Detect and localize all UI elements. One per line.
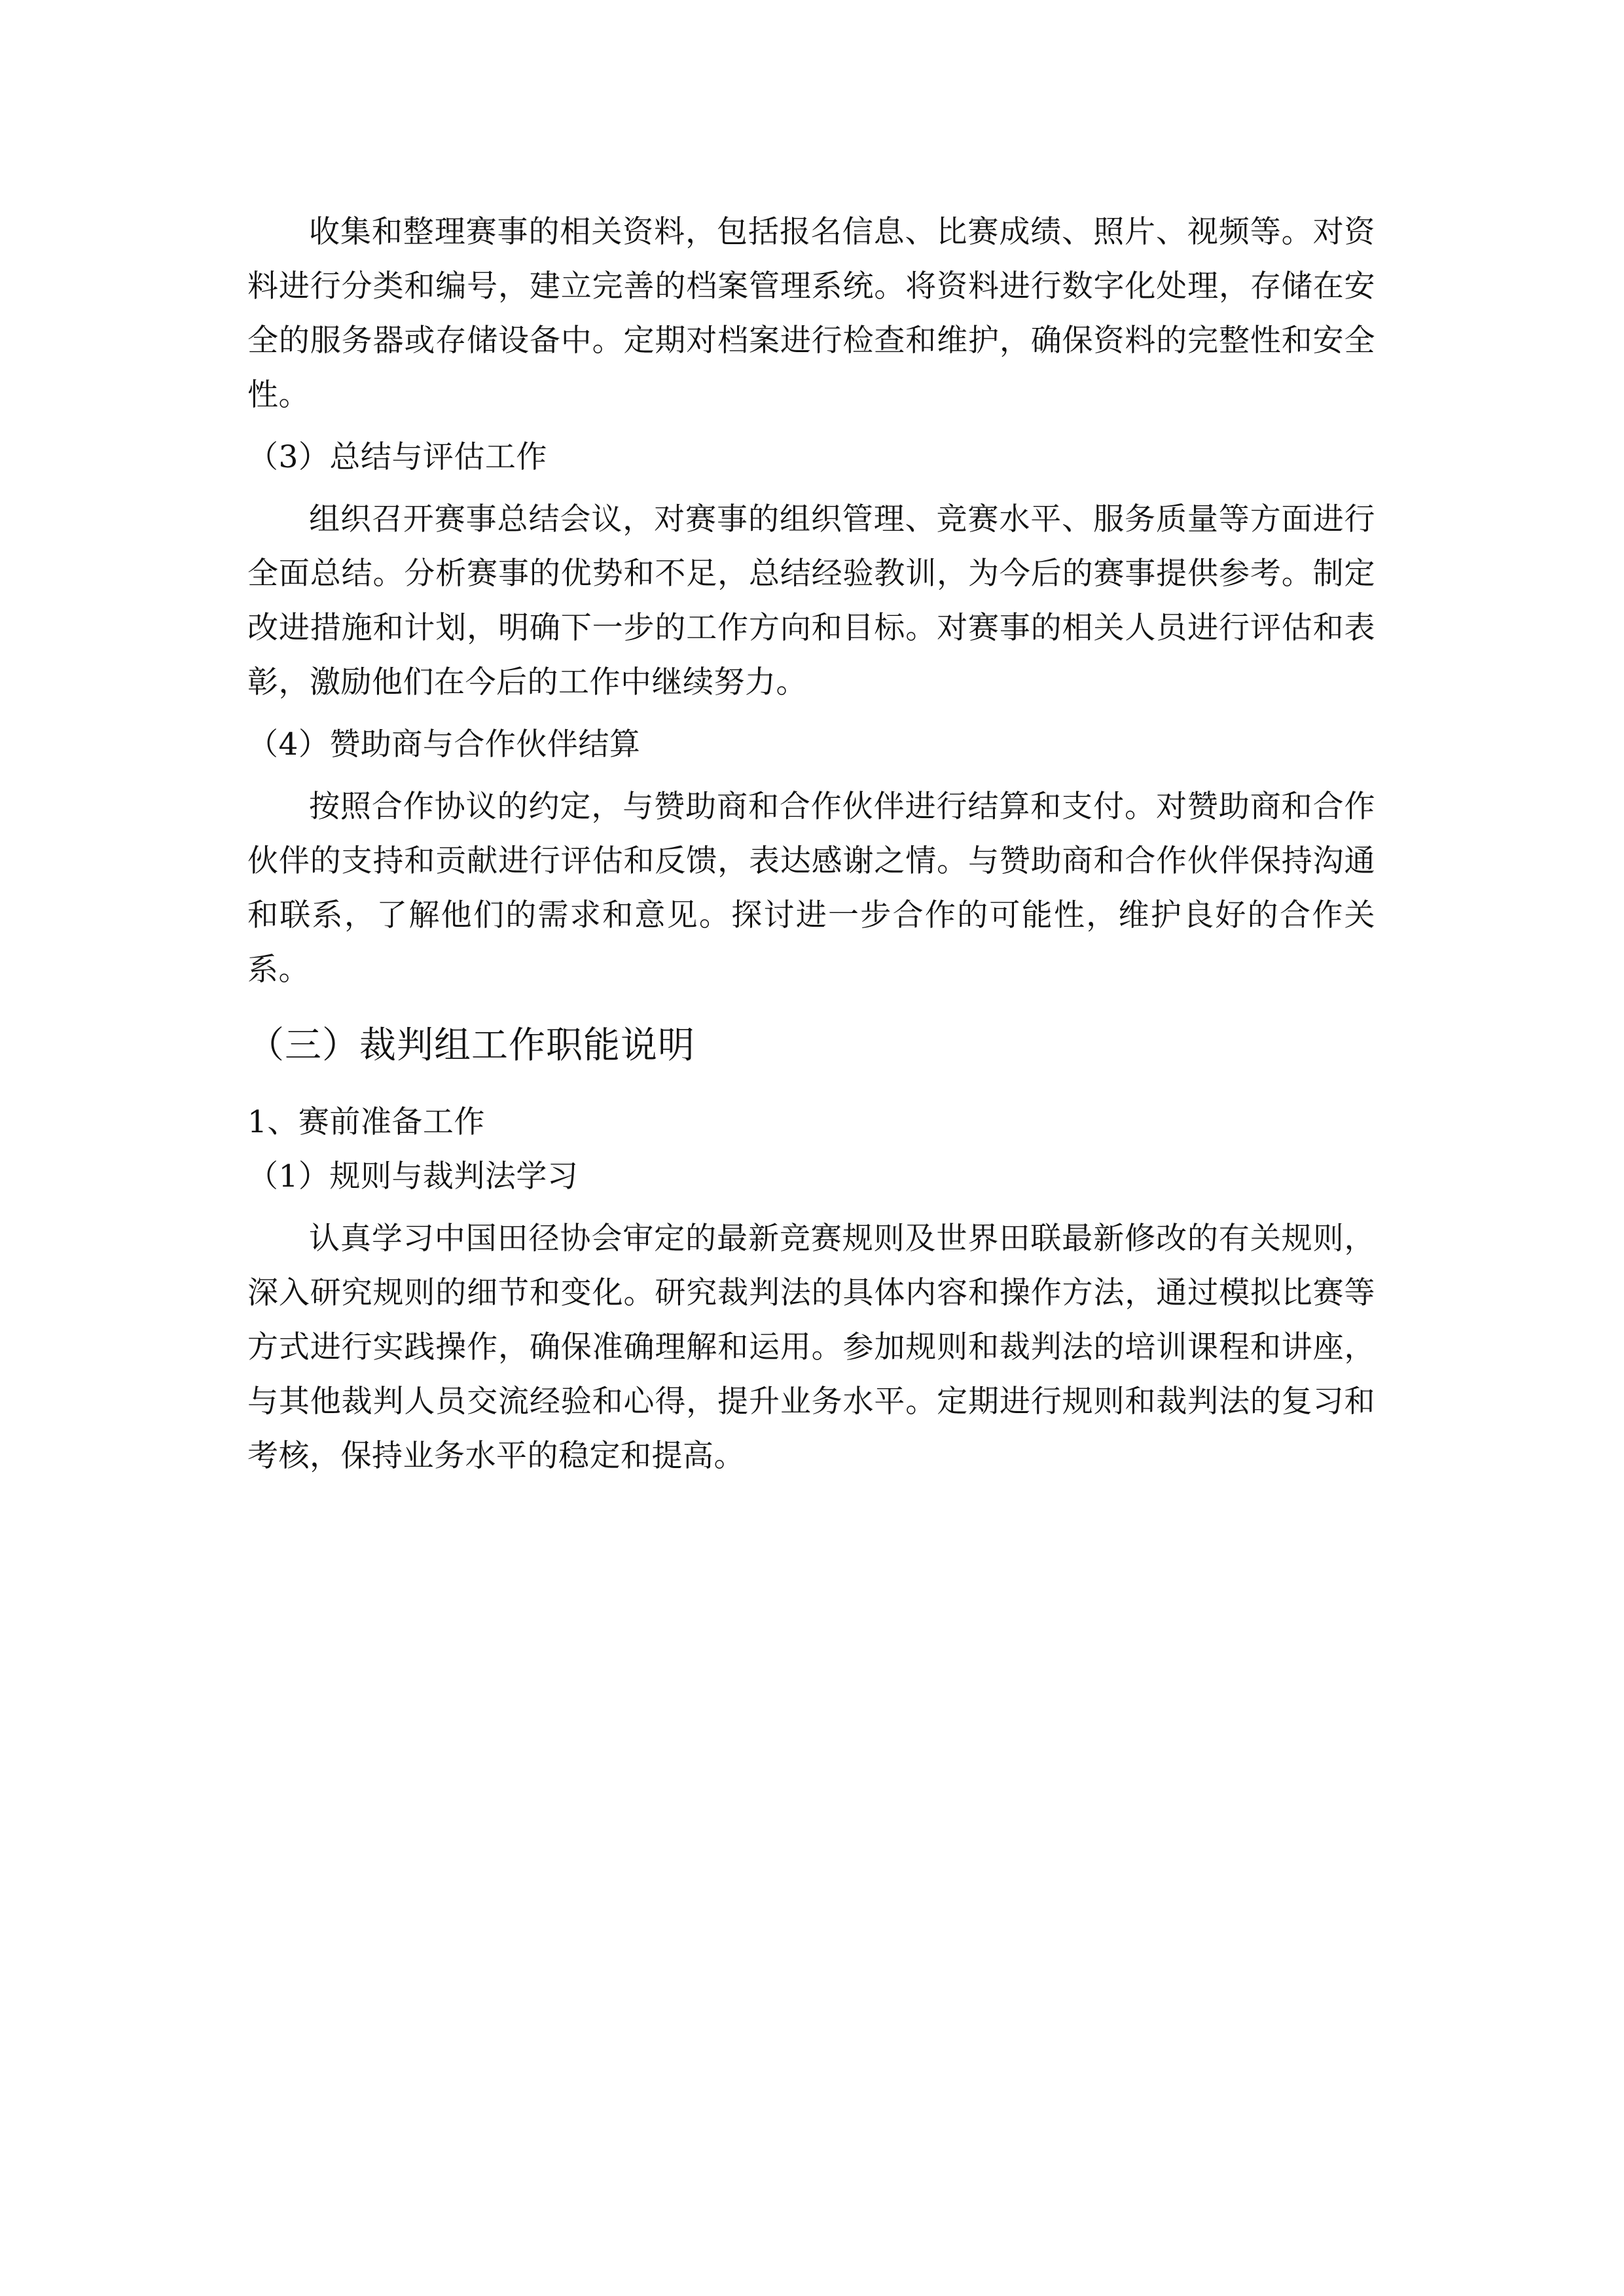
subheading-rules-study: （1）规则与裁判法学习 [247, 1158, 579, 1194]
document-body [247, 205, 1375, 1483]
subheading-pre-match-preparation: 1、赛前准备工作 [247, 1104, 485, 1140]
paragraph-sponsor-settlement: 按照合作协议的约定，与赞助商和合作伙伴进行结算和支付。对赞助商和合作伙伴的支持和贡献进行评估和反馈，表达感谢之情。与赞助商和合作伙伴保持沟通和联系，了解他们的需求和意见。探讨进一步合作的可能性，维护良好的合作关系。 [247, 789, 1375, 988]
paragraph-archive-management: 收集和整理赛事的相关资料，包括报名信息、比赛成绩、照片、视频等。对资料进行分类和编号，建立完善的档案管理系统。将资料进行数字化处理，存储在安全的服务器或存储设备中。定期对档案进行检查和维护，确保资料的完整性和安全性。 [247, 214, 1375, 413]
paragraph-rules-study: 认真学习中国田径协会审定的最新竞赛规则及世界田联最新修改的有关规则，深入研究规则的细节和变化。研究裁判法的具体内容和操作方法，通过模拟比赛等方式进行实践操作，确保准确理解和运用。参加规则和裁判法的培训课程和讲座，与其他裁判人员交流经验和心得，提升业务水平。定期进行规则和裁判法的复习和考核，保持业务水平的稳定和提高。 [247, 1221, 1375, 1474]
subheading-sponsor-settlement: （4）赞助商与合作伙伴结算 [247, 726, 641, 762]
subheading-summary-evaluation: （3）总结与评估工作 [247, 439, 547, 475]
section-title-referee-group: （三）裁判组工作职能说明 [247, 1024, 695, 1067]
paragraph-summary-evaluation: 组织召开赛事总结会议，对赛事的组织管理、竞赛水平、服务质量等方面进行全面总结。分析赛事的优势和不足，总结经验教训，为今后的赛事提供参考。制定改进措施和计划，明确下一步的工作方向和目标。对赛事的相关人员进行评估和表彰，激励他们在今后的工作中继续努力。 [247, 501, 1375, 700]
